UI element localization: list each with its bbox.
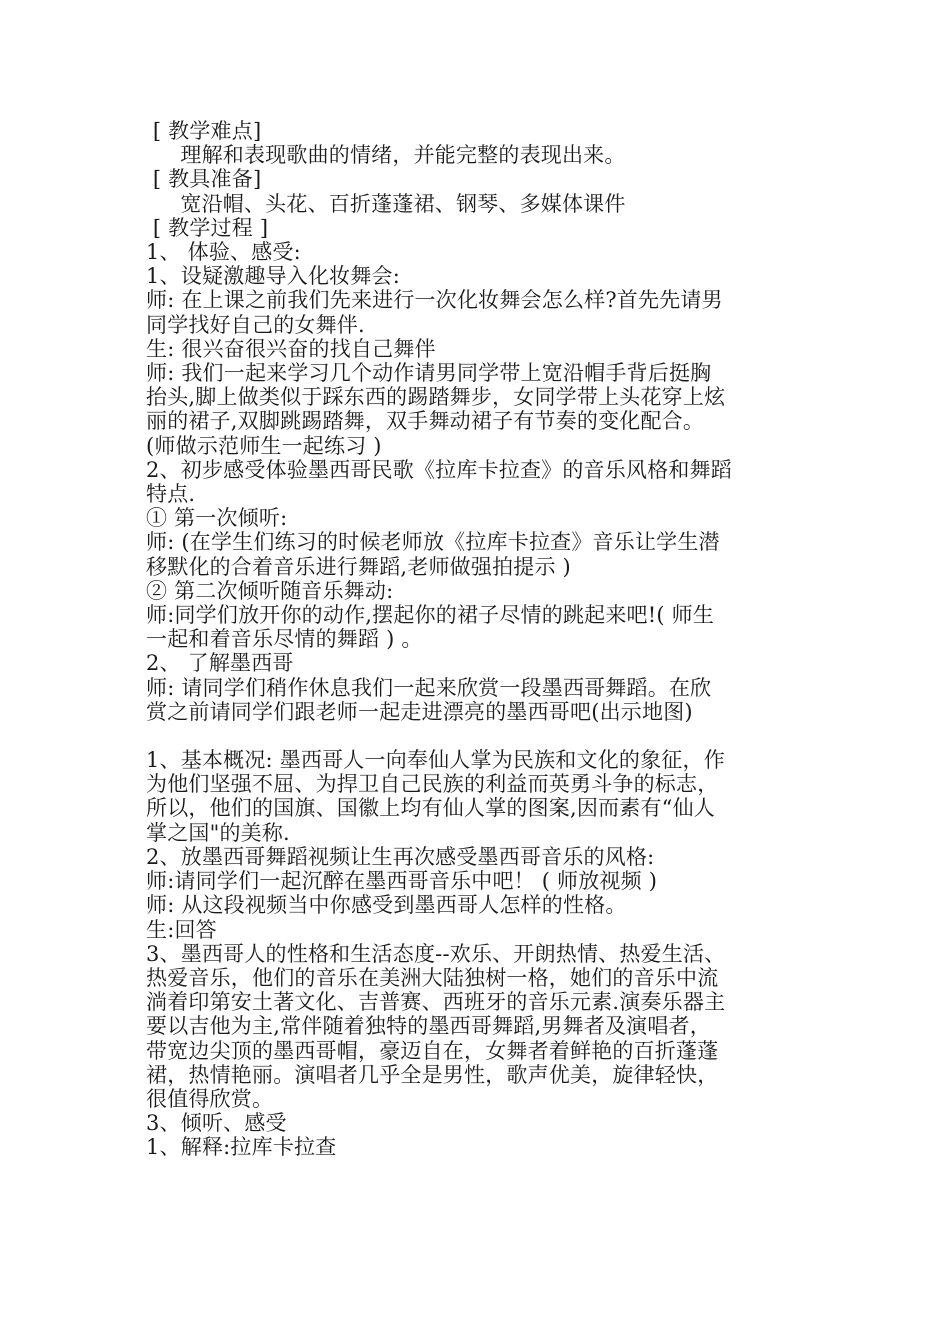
paragraph-line: 2、初步感受体验墨西哥民歌《拉库卡拉查》的音乐风格和舞蹈 xyxy=(146,457,732,482)
paragraph-line: 师: (在学生们练习的时候老师放《拉库卡拉查》音乐让学生潜 xyxy=(146,530,720,555)
paragraph-line: 淌着印第安土著文化、吉普赛、西班牙的音乐元素.演奏乐器主 xyxy=(146,990,726,1015)
paragraph-line: ② 第二次倾听随音乐舞动: xyxy=(146,578,394,603)
paragraph-line: 师: 请同学们稍作休息我们一起来欣赏一段墨西哥舞蹈。在欣 xyxy=(146,675,712,700)
paragraph-line: 生:回答 xyxy=(146,917,217,942)
paragraph-line: 一起和着音乐尽情的舞蹈 ) 。 xyxy=(146,627,423,652)
paragraph-line: 1、设疑激趣导入化妆舞会: xyxy=(146,264,401,289)
paragraph-line: 生: 很兴奋很兴奋的找自己舞伴 xyxy=(146,336,436,361)
paragraph-line: 热爱音乐，他们的音乐在美洲大陆独树一格，她们的音乐中流 xyxy=(146,965,719,990)
section-heading-teaching-process: [ 教学过程 ] xyxy=(146,215,269,240)
paragraph-line: 移默化的合着音乐进行舞蹈,老师做强拍提示 ) xyxy=(146,554,571,579)
paragraph-line: 理解和表现歌曲的情绪，并能完整的表现出来。 xyxy=(146,143,626,168)
paragraph-line: 师: 我们一起来学习几个动作请男同学带上宽沿帽手背后挺胸 xyxy=(146,361,712,386)
paragraph-line: 特点. xyxy=(146,482,196,507)
paragraph-line: 很值得欣赏。 xyxy=(146,1086,274,1111)
paragraph-line: 师:请同学们一起沉醉在墨西哥音乐中吧！ ( 师放视频 ) xyxy=(146,869,658,894)
paragraph-line: 为他们坚强不屈、为捍卫自己民族的利益而英勇斗争的标志， xyxy=(146,772,719,797)
paragraph-line: 宽沿帽、头花、百折蓬蓬裙、钢琴、多媒体课件 xyxy=(146,191,626,216)
paragraph-line: ① 第一次倾听: xyxy=(146,506,288,531)
paragraph-line: 同学找好自己的女舞伴. xyxy=(146,312,365,337)
section-heading-teaching-difficulty: [ 教学难点] xyxy=(146,119,262,143)
paragraph-line: (师做示范师生一起练习 ) xyxy=(146,433,382,458)
paragraph-line: 掌之国"的美称. xyxy=(146,820,290,845)
paragraph-line: 带宽边尖顶的墨西哥帽，豪迈自在，女舞者着鲜艳的百折蓬蓬 xyxy=(146,1038,719,1063)
paragraph-line: 1、 体验、感受: xyxy=(146,240,301,265)
paragraph-line: 师: 在上课之前我们先来进行一次化妆舞会怎么样?首先先请男 xyxy=(146,288,723,313)
paragraph-line: 2、放墨西哥舞蹈视频让生再次感受墨西哥音乐的风格: xyxy=(146,844,655,869)
paragraph-line: 3、倾听、感受 xyxy=(146,1111,287,1136)
paragraph-line: 赏之前请同学们跟老师一起走进漂亮的墨西哥吧(出示地图) xyxy=(146,699,693,724)
paragraph-line: 1、解释:拉库卡拉查 xyxy=(146,1135,337,1160)
paragraph-line: 所以，他们的国旗、国徽上均有仙人掌的图案,因而素有“仙人 xyxy=(146,796,716,821)
paragraph-line: 要以吉他为主,常伴随着独特的墨西哥舞蹈,男舞者及演唱者， xyxy=(146,1014,711,1039)
paragraph-line: 2、 了解墨西哥 xyxy=(146,651,294,676)
paragraph-line: 裙，热情艳丽。演唱者几乎全是男性，歌声优美，旋律轻快， xyxy=(146,1062,719,1087)
paragraph-line: 师: 从这段视频当中你感受到墨西哥人怎样的性格。 xyxy=(146,893,627,918)
document-body xyxy=(146,119,816,1160)
blank-line xyxy=(146,724,816,748)
paragraph-line: 抬头,脚上做类似于踩东西的踢踏舞步，女同学带上头花穿上炫 xyxy=(146,385,726,410)
paragraph-line: 1、基本概况: 墨西哥人一向奉仙人掌为民族和文化的象征，作 xyxy=(146,748,725,773)
paragraph-line: 3、墨西哥人的性格和生活态度--欢乐、开朗热情、热爱生活、 xyxy=(146,941,726,966)
paragraph-line: 丽的裙子,双脚跳踢踏舞，双手舞动裙子有节奏的变化配合。 xyxy=(146,409,705,434)
paragraph-line: 师:同学们放开你的动作,摆起你的裙子尽情的跳起来吧!( 师生 xyxy=(146,603,715,628)
section-heading-teaching-aids: [ 教具准备] xyxy=(146,167,262,192)
